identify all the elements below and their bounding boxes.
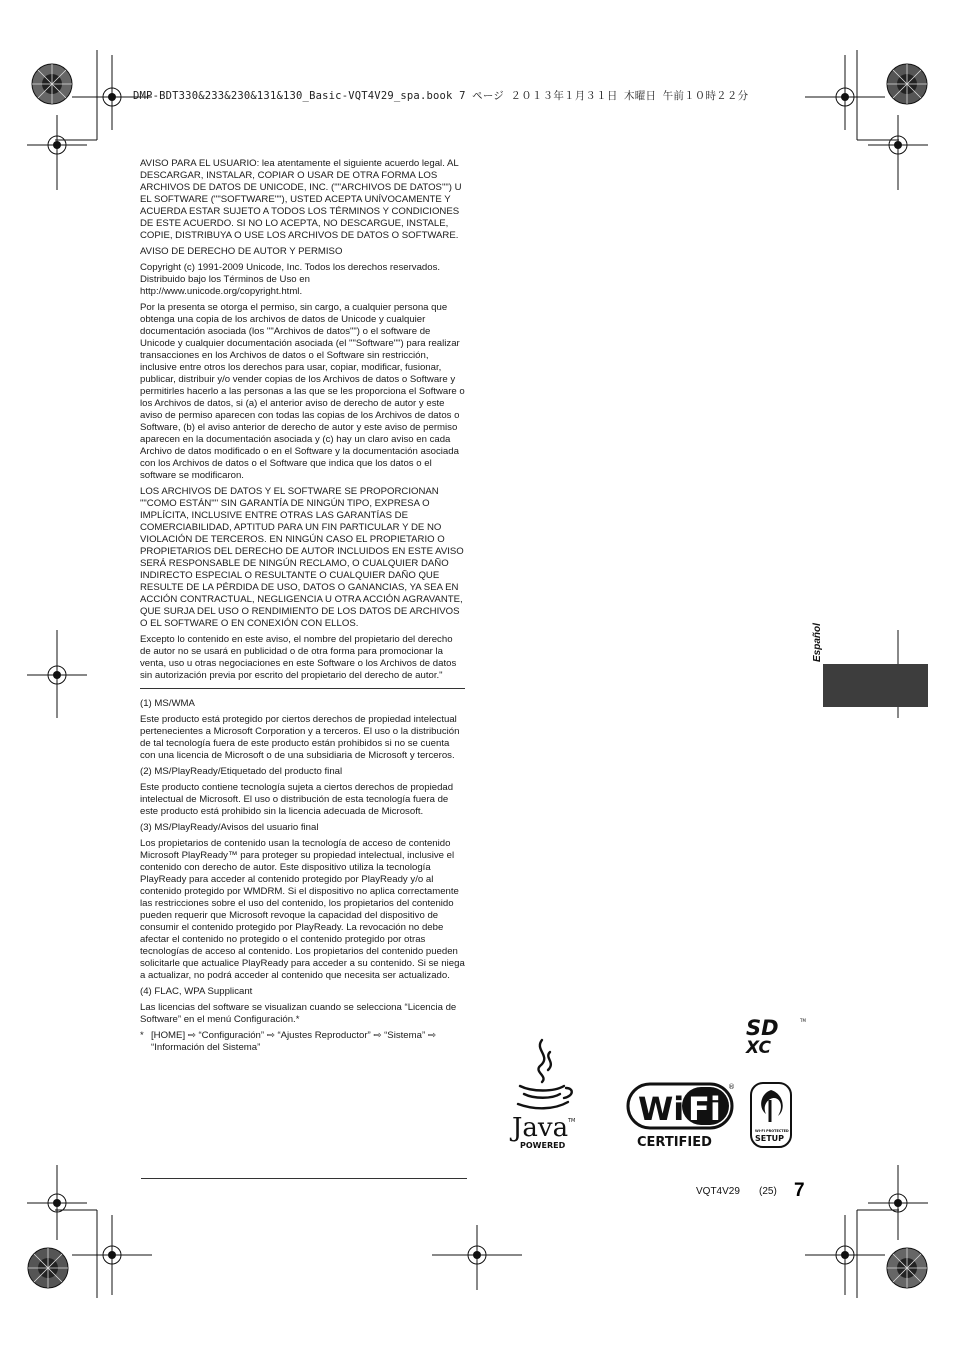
wps-logo-line2: SETUP (755, 1134, 785, 1143)
note-heading: (3) MS/PlayReady/Avisos del usuario final (140, 822, 319, 833)
wifi-logo-wi: Wi (638, 1090, 685, 1128)
note-heading: (2) MS/PlayReady/Etiquetado del producto final (140, 766, 343, 777)
wifi-certified-logo-icon (626, 1080, 738, 1150)
java-logo-tm: TM (568, 1118, 576, 1124)
wps-logo-line1: WI-FI PROTECTED (755, 1129, 789, 1133)
file-header: DMP-BDT330&233&230&131&130_Basic-VQT4V29_spa.book 7 ページ ２０１３年１月３１日 木曜日 午前１０時２２分 (133, 90, 749, 102)
sdxc-logo-icon (742, 1014, 808, 1056)
wps-logo-icon (750, 1082, 792, 1148)
note-item (140, 822, 465, 982)
note-item (140, 766, 465, 818)
wifi-logo-certified: CERTIFIED (637, 1135, 712, 1150)
paragraph-user-notice: AVISO PARA EL USUARIO: lea atentamente el siguiente acuerdo legal. AL DESCARGAR, INSTALAR, COPIAR O USAR DE OTRA FORMA LOS ARCHIVOS DE DATOS DE UNICODE, INC. (""ARCHIVOS DE DATOS"") U EL SOFTWARE (""SOFTWARE""), USTED ACEPTA UNÍVOCAMENTE Y ACUERDA ESTAR SUJETO A TODOS LOS TÉRMINOS Y CONDICIONES DE ESTE ACUERDO. SI NO LO ACEPTA, NO DESCARGUE, INSTALE, COPIE, DISTRIBUYA O USE LOS ARCHIVOS DE DATOS O SOFTWARE. (140, 158, 462, 241)
note-heading: (4) FLAC, WPA Supplicant (140, 986, 253, 997)
note-text: Este producto está protegido por ciertos derechos de propiedad intelectual pertenecientes a Microsoft Corporation y a terceros. El uso o la distribución de tal tecnología fuera de este producto están prohibidos si no se cuenta con una licencia de Microsoft o de una subsidiaria de Microsoft y terceros. (140, 714, 460, 761)
java-logo-word: Java (512, 1113, 569, 1143)
language-label: Español (812, 623, 823, 662)
note-text: Este producto contiene tecnología sujeta a ciertos derechos de propiedad intelectual de Microsoft. El uso o distribución de esta tecnología fuera de este producto está prohibido sin la licencia adecuada de Microsoft. (140, 782, 454, 817)
footnote-mark: * (140, 1030, 144, 1041)
paragraph-permission: Por la presenta se otorga el permiso, sin cargo, a cualquier persona que obtenga una copia de los archivos de datos de Unicode y cualquier documentación asociada (los ""Archivos de datos"") o el software de Unicode y cualquier documentación asociada (el ""Software"") para realizar transacciones en los Archivos de datos o el Software sin restricción, inclusive entre otros los derechos para usar, copiar, modificar, fusionar, publicar, distribuir y/o vender copias de los Archivos de datos o Software y permitirles hacerlo a las personas a las que se les proporciona el Software o los Archivos de datos, si (a) el anterior aviso de derecho de autor y este aviso de permiso aparecen con todas las copias de los Archivos de datos o Software, (b) el aviso anterior de derecho de autor y este aviso de permiso aparecen en la documentación asociada y (c) hay un claro aviso en cada Archivo de datos modificado o en el Software y la documentación asociada con los Archivos de datos o el Software que indica que los datos o el software se modificaron. (140, 302, 465, 481)
paragraph-heading: AVISO DE DERECHO DE AUTOR Y PERMISO (140, 246, 343, 257)
sdxc-logo-sd: SD (746, 1016, 779, 1040)
java-logo-icon (508, 1036, 578, 1152)
sdxc-logo-tm: TM (800, 1018, 806, 1023)
page-number: 7 (794, 1180, 805, 1201)
sdxc-logo-xc: XC (746, 1038, 771, 1056)
java-logo-sub: POWERED (520, 1141, 566, 1150)
note-heading: (1) MS/WMA (140, 698, 195, 709)
main-column (140, 158, 465, 1054)
divider (140, 688, 465, 689)
note-text: Las licencias del software se visualizan cuando se selecciona “Licencia de Software” en el menú Configuración.* (140, 1002, 457, 1025)
bottom-divider (141, 1178, 467, 1179)
paragraph-copyright: Copyright (c) 1991-2009 Unicode, Inc. Todos los derechos reservados. Distribuido bajo los Términos de Uso en http://www.unicode.org/copyright.html. (140, 262, 441, 297)
note-item (140, 698, 465, 762)
wifi-logo-fi: Fi (688, 1090, 721, 1128)
paragraph-warranty: LOS ARCHIVOS DE DATOS Y EL SOFTWARE SE PROPORCIONAN ""COMO ESTÁN"" SIN GARANTÍA DE NINGÚN TIPO, EXPRESA O IMPLÍCITA, INCLUSIVE ENTRE OTRAS LAS GARANTÍAS DE COMERCIABILIDAD, APTITUD PARA UN FIN PARTICULAR Y DE NO VIOLACIÓN DE TERCEROS. EN NINGÚN CASO EL PROPIETARIO O PROPIETARIOS DEL DERECHO DE AUTOR INCLUIDOS EN ESTE AVISO SERÁ RESPONSABLE DE NINGÚN RECLAMO, O CUALQUIER DAÑO INDIRECTO ESPECIAL O RESULTANTE O CUALQUIER DAÑO QUE RESULTE DE LA PÉRDIDA DE USO, DATOS O GANANCIAS, YA SEA EN ACCIÓN CONTRACTUAL, NEGLIGENCIA U OTRA ACCIÓN AGRAVANTE, QUE SURJA DEL USO O RENDIMIENTO DE LOS DATOS DE ARCHIVOS O EL SOFTWARE O EN CONEXIÓN CON ELLOS. (140, 486, 464, 629)
sub-page-number: (25) (759, 1186, 777, 1197)
footnote (140, 1030, 465, 1054)
paragraph-name-usage: Excepto lo contenido en este aviso, el nombre del propietario del derecho de autor no se usará en publicidad o de otra forma para promocionar la venta, uso u otras negociaciones en este Software o los Archivos de datos sin autorización previa por escrito del propietario del derecho de autor." (140, 634, 457, 681)
footnote-text: [HOME] ⇨ “Configuración” ⇨ “Ajustes Reproductor” ⇨ “Sistema” ⇨ “Información del Sistema” (151, 1030, 436, 1053)
document-code: VQT4V29 (696, 1186, 740, 1197)
language-tab (823, 664, 928, 707)
wifi-logo-reg: ® (728, 1083, 735, 1091)
note-item (140, 986, 465, 1026)
note-text: Los propietarios de contenido usan la tecnología de acceso de contenido Microsoft PlayReady™ para proteger su propiedad intelectual, inclusive el contenido con derecho de autor. Este dispositivo utiliza la tecnología PlayReady para acceder al contenido protegido por PlayReady y/o al contenido protegido por WMDRM. Si el dispositivo no aplica correctamente las restricciones sobre el uso del contenido, los propietarios del contenido pueden requerir que Microsoft revoque la capacidad del dispositivo de consumir el contenido protegido por PlayReady. La revocación no debe afectar el contenido no protegido o el contenido protegido por otras tecnologías de acceso al contenido. Los propietarios del contenido pueden solicitarle que actualice PlayReady para acceder a su contenido. Si se niega a actualizar, no podrá acceder al contenido que necesita ser actualizado. (140, 838, 465, 981)
